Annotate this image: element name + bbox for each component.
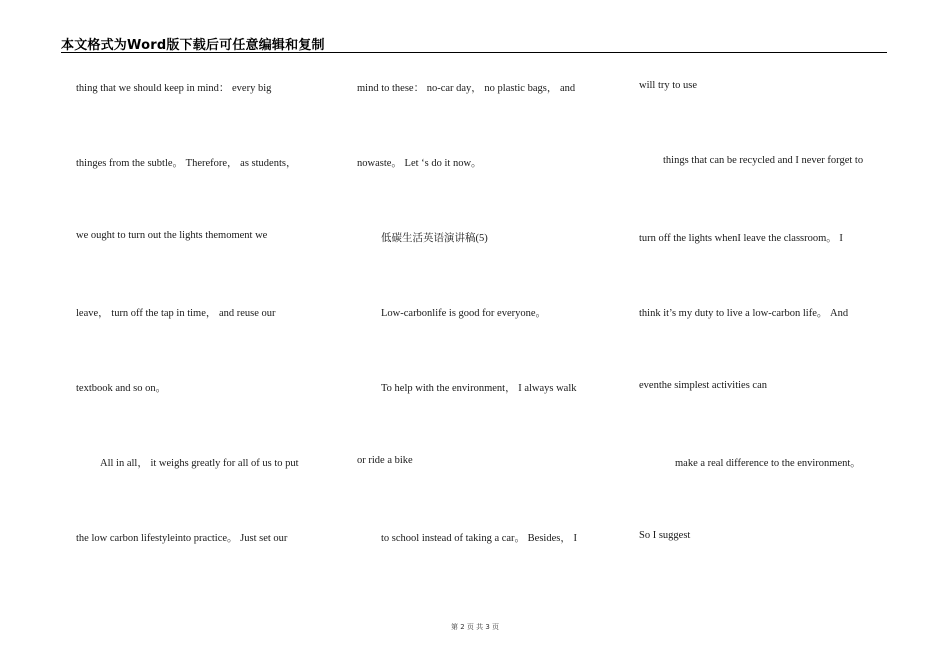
col1-line-2: thinges from the subtle。 Therefore， as students，	[76, 158, 297, 169]
page-number-footer: 第 2 页 共 3 页	[450, 623, 500, 631]
col1-line-3: we ought to turn out the lights themoment we	[76, 230, 268, 241]
col1-line-6: All in all， it weighs greatly for all of us to put	[100, 458, 299, 469]
col3-line-2: things that can be recycled and I never forget to	[663, 155, 864, 166]
col2-line-2: nowaste。 Let ‘s do it now。	[357, 158, 482, 169]
col1-line-4: leave， turn off the tap in time， and reuse our	[76, 308, 276, 319]
col3-line-5: eventhe simplest activities can	[639, 380, 767, 391]
col3-line-1: will try to use	[639, 80, 698, 91]
col3-line-3: turn off the lights whenI leave the classroom。 I	[639, 233, 843, 244]
col1-line-1: thing that we should keep in mind： every big	[76, 83, 272, 94]
col2-line-7: to school instead of taking a car。 Besides， I	[381, 533, 577, 544]
col1-line-7: the low carbon lifestyleinto practice。 Just set our	[76, 533, 288, 544]
header-divider	[61, 52, 887, 53]
col2-line-6: or ride a bike	[357, 455, 413, 466]
col2-section-heading: 低碳生活英语演讲稿(5)	[381, 233, 488, 244]
col2-line-4: Low-carbonlife is good for everyone。	[381, 308, 547, 319]
col2-line-1: mind to these： no-car day， no plastic bags， and	[357, 83, 576, 94]
col3-line-7: So I suggest	[639, 530, 691, 541]
col3-line-4: think it’s my duty to live a low-carbon life。 And	[639, 308, 849, 319]
col2-line-5: To help with the environment， I always walk	[381, 383, 577, 394]
col3-line-6: make a real difference to the environment。	[675, 458, 861, 469]
document-header-title: 本文格式为Word版下载后可任意编辑和复制	[61, 38, 325, 53]
col1-line-5: textbook and so on。	[76, 383, 167, 394]
